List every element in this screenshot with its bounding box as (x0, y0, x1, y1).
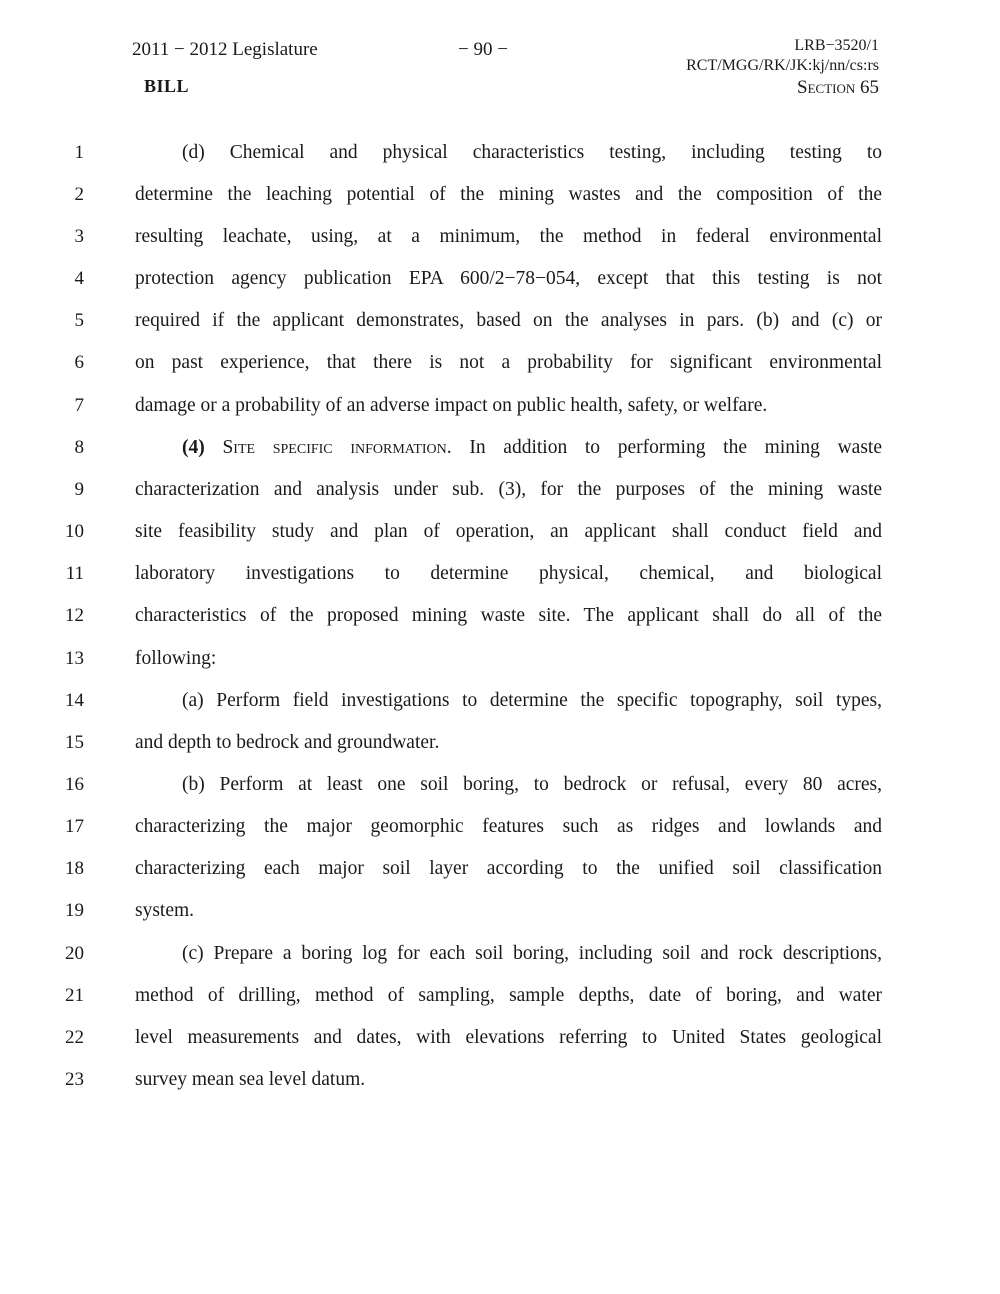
line-number: 16 (65, 774, 84, 795)
line-number: 7 (74, 395, 84, 416)
text-line: laboratory investigations to determine physical, chemical, and biological (135, 563, 882, 584)
text-line: and depth to bedrock and groundwater. (135, 732, 440, 753)
text-line: (c) Prepare a boring log for each soil boring, including soil and rock descriptions, (182, 943, 882, 964)
line-number: 4 (74, 268, 84, 289)
line-number: 3 (74, 226, 84, 247)
text-line: determine the leaching potential of the mining wastes and the composition of the (135, 184, 882, 205)
text-line: (d) Chemical and physical characteristics testing, including testing to (182, 142, 882, 163)
line-number: 23 (65, 1069, 84, 1090)
text-line: characterization and analysis under sub. (3), for the purposes of the mining waste (135, 479, 882, 500)
text-line: survey mean sea level datum. (135, 1069, 366, 1090)
line-number: 17 (65, 816, 84, 837)
text-line: characterizing each major soil layer according to the unified soil classification (135, 858, 882, 879)
line-number: 19 (65, 900, 84, 921)
line-number: 8 (74, 437, 84, 458)
line-number: 14 (65, 690, 84, 711)
line-number: 21 (65, 985, 84, 1006)
subsection-text: In addition to performing the mining waste (469, 437, 882, 458)
page-number: − 90 − (458, 39, 508, 60)
drafter-initials: RCT/MGG/RK/JK:kj/nn/cs:rs (686, 57, 879, 74)
text-line: resulting leachate, using, at a minimum, the method in federal environmental (135, 226, 882, 247)
line-number: 15 (65, 732, 84, 753)
text-line: (b) Perform at least one soil boring, to bedrock or refusal, every 80 acres, (182, 774, 882, 795)
text-line: (a) Perform field investigations to determine the specific topography, soil types, (182, 690, 882, 711)
lrb-number: LRB−3520/1 (794, 37, 879, 54)
text-line: protection agency publication EPA 600/2−78−054, except that this testing is not (135, 268, 882, 289)
line-number: 20 (65, 943, 84, 964)
bill-label: BILL (144, 76, 190, 96)
section-label: Section 65 (797, 77, 879, 98)
text-line: level measurements and dates, with elevations referring to United States geological (135, 1027, 882, 1048)
text-line: characteristics of the proposed mining waste site. The applicant shall do all of the (135, 605, 882, 626)
text-line: following: (135, 648, 217, 669)
text-line: site feasibility study and plan of operation, an applicant shall conduct field and (135, 521, 882, 542)
line-number: 18 (65, 858, 84, 879)
legislature-label: 2011 − 2012 Legislature (132, 39, 318, 60)
line-number: 12 (65, 605, 84, 626)
line-number: 9 (74, 479, 84, 500)
line-number: 1 (74, 142, 84, 163)
line-number: 22 (65, 1027, 84, 1048)
text-line: damage or a probability of an adverse impact on public health, safety, or welfare. (135, 395, 768, 416)
subsection-heading: Site specific information. (222, 437, 452, 458)
line-number: 10 (65, 521, 84, 542)
line-number: 5 (74, 310, 84, 331)
subsection-number: (4) (182, 437, 205, 458)
text-line: required if the applicant demonstrates, based on the analyses in pars. (b) and (c) or (135, 310, 882, 331)
line-number: 11 (65, 563, 84, 584)
line-number: 6 (74, 352, 84, 373)
subsection-4-line (182, 438, 882, 458)
line-number: 13 (65, 648, 84, 669)
text-line: characterizing the major geomorphic features such as ridges and lowlands and (135, 816, 882, 837)
text-line: system. (135, 900, 195, 921)
line-number: 2 (74, 184, 84, 205)
text-line: method of drilling, method of sampling, sample depths, date of boring, and water (135, 985, 882, 1006)
text-line: on past experience, that there is not a probability for significant environmental (135, 352, 882, 373)
